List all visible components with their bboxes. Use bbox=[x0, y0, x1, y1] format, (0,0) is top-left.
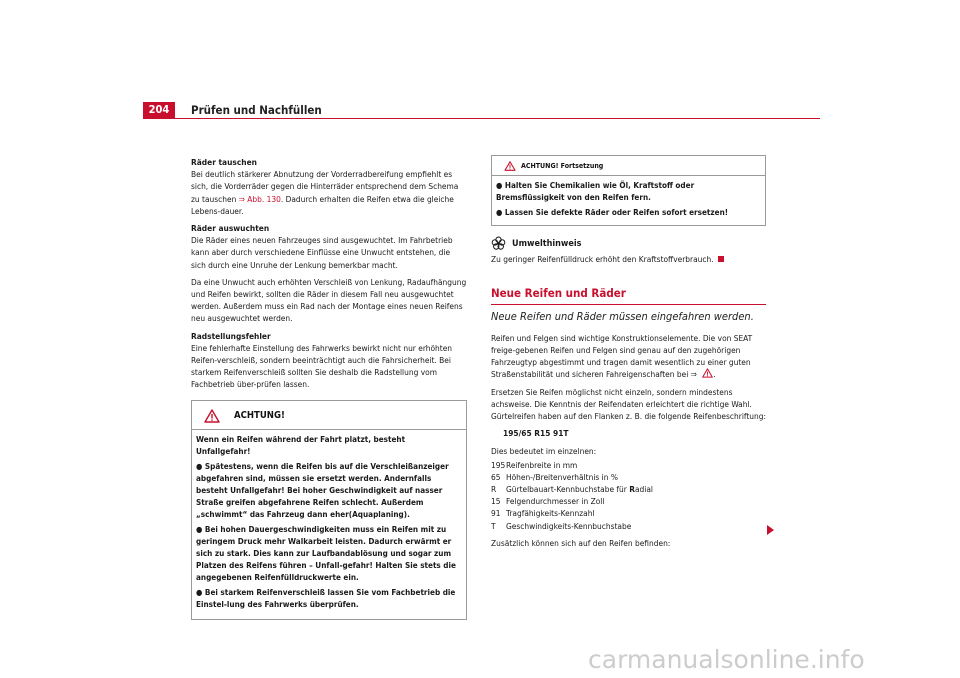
continue-arrow-icon bbox=[767, 525, 774, 535]
warning-bullet-text: Halten Sie Chemikalien wie Öl, Kraftstoff oder Bremsflüssigkeit von den Reifen fern. bbox=[496, 180, 695, 203]
bullet-icon: ● bbox=[196, 460, 205, 471]
closing-text: Zusätzlich können sich auf den Reifen befinden: bbox=[491, 537, 671, 548]
spec-value: Höhen-/Breitenverhältnis in % bbox=[506, 471, 618, 482]
page-number: 204 bbox=[143, 102, 175, 118]
warning-bullet bbox=[196, 523, 462, 583]
heading-raeder-tauschen: Räder tauschen bbox=[191, 157, 257, 167]
right-column bbox=[491, 155, 766, 554]
warning-continued-header bbox=[492, 156, 765, 176]
warning-continued-box bbox=[491, 155, 766, 226]
warning-triangle-icon[interactable] bbox=[702, 368, 713, 378]
environment-note-header bbox=[491, 236, 766, 251]
environment-note-title: Umwelthinweis bbox=[512, 238, 582, 249]
section-title: Neue Reifen und Räder bbox=[491, 287, 766, 304]
tires-p1: Reifen und Felgen sind wichtige Konstruktionselemente. Die von SEAT freige-gebenen Reifen und Felgen sind genau auf den zugehörigen Fahrzeugtyp abgestimmt und tragen damit wesentlich zu einer guten Straßenstabilität und sicheren Fahreigenschaften bei ⇒ . bbox=[491, 332, 753, 380]
raeder-tauschen-text bbox=[191, 168, 467, 217]
warning-bullet bbox=[196, 460, 462, 520]
spec-value: Geschwindigkeits-Kennbuchstabe bbox=[506, 520, 632, 531]
auswuchten-p2: Da eine Unwucht auch erhöhten Verschleiß von Lenkung, Radaufhängung und Reifen bewirkt, sollten die Räder in diesem Fall neu ausgewuchtet werden. Außerdem muss ein Rad nach der Montage eines neuen Reifens neu ausgewuchtet werden. bbox=[191, 276, 467, 324]
spec-key: 91 bbox=[491, 508, 501, 519]
text-segment: R bbox=[629, 484, 635, 495]
auswuchten-p1: Die Räder eines neuen Fahrzeuges sind ausgewuchtet. Im Fahrbetrieb kann aber durch verschiedene Einflüsse eine Unwucht entstehen, die sich durch eine Unruhe der Lenkung bemerkbar macht. bbox=[191, 235, 453, 270]
text-segment: adial bbox=[634, 484, 654, 495]
figure-link[interactable]: ⇒ Abb. 130 bbox=[238, 193, 281, 204]
bullet-icon: ● bbox=[496, 207, 505, 218]
text-segment: Bei deutlich stärkerer Abnutzung der Vorderradbereifung empfiehlt es sich, die Vorderräder gegen die Hinterräder entsprechend dem Schema zu tauschen bbox=[191, 169, 459, 204]
left-column bbox=[191, 156, 467, 620]
header-rule bbox=[143, 118, 820, 119]
warning-box bbox=[191, 400, 467, 620]
tires-p2: Ersetzen Sie Reifen möglichst nicht einzeln, sondern mindestens achsweise. Die Kenntnis der Reifendaten erleichtert die richtige Wahl. Gürtelreifen haben auf den Flanken z. B. die folgende Reifenbeschriftung: bbox=[491, 386, 767, 422]
spec-row bbox=[491, 520, 766, 532]
environment-note-text bbox=[491, 253, 766, 265]
warning-bullet bbox=[496, 206, 761, 218]
watermark: carmanualsonline.info bbox=[588, 645, 865, 674]
warning-bullet bbox=[496, 179, 761, 203]
spec-value: Felgendurchmesser in Zoll bbox=[506, 496, 605, 507]
spec-row bbox=[491, 483, 766, 495]
text-segment: Reifen und Felgen sind wichtige Konstruktionselemente. Die von SEAT freige-gebenen Reifen und Felgen sind genau auf den zugehörigen Fahrzeugtyp abgestimmt und tragen damit wesentlich zu einer guten Straßenstabilität und sicheren Fahreigenschaften bei ⇒ bbox=[491, 332, 753, 380]
warning-triangle-icon bbox=[504, 161, 516, 171]
text-segment: Gürtelbauart-Kennbuchstabe für bbox=[506, 484, 630, 495]
warning-continued-title: ACHTUNG! Fortsetzung bbox=[521, 162, 604, 170]
spec-row bbox=[491, 507, 766, 519]
header-title: Prüfen und Nachfüllen bbox=[191, 103, 322, 117]
heading-radstellungsfehler: Radstellungsfehler bbox=[191, 330, 271, 341]
spec-key: R bbox=[491, 484, 497, 495]
spec-value: Tragfähigkeits-Kennzahl bbox=[506, 508, 595, 519]
spec-key: 65 bbox=[491, 471, 501, 482]
warning-bullet bbox=[196, 586, 462, 610]
warning-bullet-text: Bei starkem Reifenverschleiß lassen Sie vom Fachbetrieb die Einstel-lung des Fahrwerks überprüfen. bbox=[196, 586, 456, 609]
warning-body bbox=[192, 433, 466, 610]
bullet-icon: ● bbox=[196, 586, 205, 597]
warning-title: ACHTUNG! bbox=[234, 409, 285, 421]
meaning-intro: Dies bedeutet im einzelnen: bbox=[491, 446, 597, 457]
spec-key: T bbox=[491, 520, 496, 531]
spec-row bbox=[491, 459, 766, 471]
warning-bullet-text: Lassen Sie defekte Räder oder Reifen sofort ersetzen! bbox=[504, 207, 729, 218]
end-mark-icon bbox=[718, 256, 724, 262]
spec-value bbox=[506, 483, 653, 495]
warning-triangle-icon bbox=[204, 409, 220, 423]
spec-value: Reifenbreite in mm bbox=[506, 459, 578, 470]
warning-bullet-text: Spätestens, wenn die Reifen bis auf die Verschleißanzeiger abgefahren sind, müssen sie ersetzt werden. Andernfalls besteht Unfallgefahr! Bei hoher Geschwindigkeit auf nasser Straße greifen abgefahrene Reifen schlecht. Außerdem „schwimmt“ das Fahrzeug dann eher(Aquaplaning). bbox=[196, 460, 449, 519]
tire-code: 195/65 R15 91T bbox=[503, 428, 569, 439]
bullet-icon: ● bbox=[196, 523, 205, 534]
flower-icon bbox=[491, 236, 506, 251]
section-subtitle: Neue Reifen und Räder müssen eingefahren werden. bbox=[491, 309, 754, 323]
text-segment: Zu geringer Reifenfülldruck erhöht den Kraftstoffverbrauch. bbox=[491, 254, 714, 265]
warning-intro: Wenn ein Reifen während der Fahrt platzt, besteht Unfallgefahr! bbox=[196, 433, 406, 456]
text-segment: . Dadurch erhalten die Reifen etwa die gleiche Lebens-dauer. bbox=[191, 193, 454, 216]
spec-key: 15 bbox=[491, 496, 501, 507]
warning-continued-body bbox=[492, 179, 765, 218]
radstellungsfehler-text: Eine fehlerhafte Einstellung des Fahrwerks bewirkt nicht nur erhöhten Reifen-verschleiß, sondern beeinträchtigt auch die Fahrsicherheit. Bei starkem Reifenverschleiß sollten Sie deshalb die Radstellung vom Fachbetrieb über-prüfen lassen. bbox=[191, 342, 453, 390]
spec-row bbox=[491, 495, 766, 507]
warning-bullet-text: Bei hohen Dauergeschwindigkeiten muss ein Reifen mit zu geringem Druck mehr Walkarbeit leisten. Dadurch erwärmt er sich zu stark. Dies kann zur Laufbandablösung und sogar zum Platzen des Reifens führen – Unfall-gefahr! Halten Sie stets die angegebenen Reifenfülldruckwerte ein. bbox=[196, 523, 456, 582]
spec-row bbox=[491, 471, 766, 483]
bullet-icon: ● bbox=[496, 180, 505, 191]
warning-header bbox=[192, 401, 466, 430]
heading-raeder-auswuchten: Räder auswuchten bbox=[191, 223, 270, 234]
spec-key: 195 bbox=[491, 459, 506, 470]
